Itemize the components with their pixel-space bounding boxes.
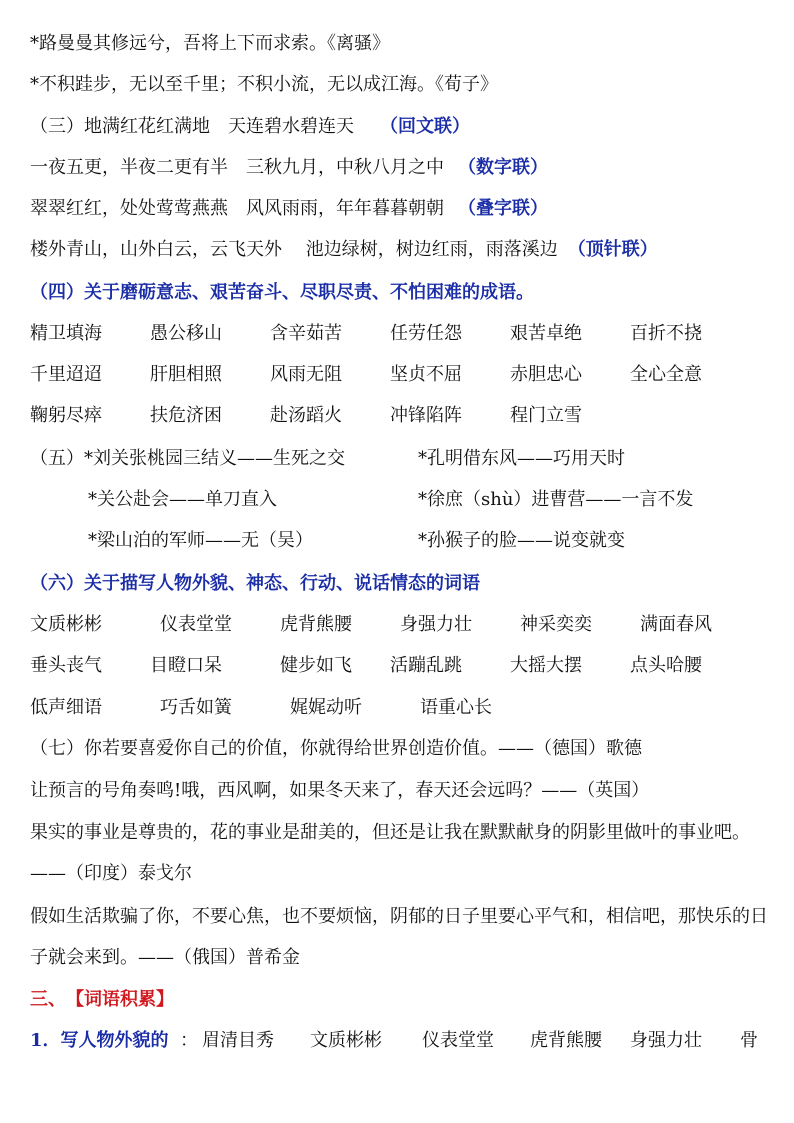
quote-goethe: （七）你若要喜爱你自己的价值，你就得给世界创造价值。——（德国）歌德 <box>30 738 642 759</box>
word: 仪表堂堂 <box>160 614 232 635</box>
idiom: 坚贞不屈 <box>390 364 462 385</box>
couplet-text: 楼外青山，山外白云，云飞天外 池边绿树，树边红雨，雨落溪边 <box>30 239 558 260</box>
word: 仪表堂堂 <box>422 1030 494 1051</box>
couplet-tag: （回文联） <box>380 116 470 137</box>
word: 点头哈腰 <box>630 655 702 676</box>
idiom: 赴汤蹈火 <box>270 405 342 426</box>
quote-xunzi: *不积跬步，无以至千里；不积小流，无以成江海。《荀子》 <box>30 74 498 95</box>
word: 眉清目秀 <box>202 1030 274 1051</box>
word: 文质彬彬 <box>310 1030 382 1051</box>
word: 虎背熊腰 <box>530 1030 602 1051</box>
idiom: 含辛茹苦 <box>270 323 342 344</box>
idiom: 千里迢迢 <box>30 364 102 385</box>
word: 巧舌如簧 <box>160 697 232 718</box>
part3-number: 三、 <box>30 989 66 1010</box>
couplet-chain <box>30 238 768 262</box>
part3-heading <box>30 988 768 1012</box>
xiehouyu: *关公赴会——单刀直入 <box>88 489 277 510</box>
word: 健步如飞 <box>280 655 352 676</box>
idiom: 程门立雪 <box>510 405 582 426</box>
word: 骨 <box>740 1030 758 1051</box>
idiom: 肝胆相照 <box>150 364 222 385</box>
item1-label: 1．写人物外貌的 <box>30 1030 169 1051</box>
xiehouyu: *徐庶（shù）进曹营——一言不发 <box>418 489 694 510</box>
quote-shelley: 让预言的号角奏鸣!哦，西风啊，如果冬天来了，春天还会远吗？——（英国） <box>30 780 650 801</box>
idiom: 全心全意 <box>630 364 702 385</box>
couplet-tag: （数字联） <box>458 157 548 178</box>
word: 身强力壮 <box>630 1030 702 1051</box>
idiom: 鞠躬尽瘁 <box>30 405 102 426</box>
idiom: 冲锋陷阵 <box>390 405 462 426</box>
idiom: 百折不挠 <box>630 323 702 344</box>
xiehouyu: *梁山泊的军师——无（吴） <box>88 530 313 551</box>
idiom: 艰苦卓绝 <box>510 323 582 344</box>
word: 身强力壮 <box>400 614 472 635</box>
couplet-palindrome <box>30 115 768 139</box>
couplet-text: 一夜五更，半夜二更有半 三秋九月，中秋八月之中 <box>30 157 444 178</box>
idiom: 任劳任怨 <box>390 323 462 344</box>
quote-pushkin: 假如生活欺骗了你，不要心焦，也不要烦恼，阴郁的日子里要心平气和，相信吧，那快乐的日子就会来到。——（俄国）普希金 <box>30 906 768 968</box>
section4-heading: （四）关于磨砺意志、艰苦奋斗、尽职尽责、不怕困难的成语。 <box>30 282 534 303</box>
xiehouyu: （五）*刘关张桃园三结义——生死之交 <box>30 448 345 469</box>
word: 娓娓动听 <box>290 697 362 718</box>
word: 神采奕奕 <box>520 614 592 635</box>
idiom: 扶危济困 <box>150 405 222 426</box>
word: 大摇大摆 <box>510 655 582 676</box>
word: 垂头丧气 <box>30 655 102 676</box>
couplet-tag: （叠字联） <box>458 198 548 219</box>
couplet-reduplicated <box>30 197 768 221</box>
word: 目瞪口呆 <box>150 655 222 676</box>
part3-title: 【词语积累】 <box>66 989 174 1010</box>
word: 满面春风 <box>640 614 712 635</box>
idiom: 精卫填海 <box>30 323 102 344</box>
xiehouyu: *孔明借东风——巧用天时 <box>418 448 625 469</box>
item1-colon: ： <box>180 1030 198 1051</box>
word: 活蹦乱跳 <box>390 655 462 676</box>
xiehouyu: *孙猴子的脸——说变就变 <box>418 530 625 551</box>
couplet-text: （三）地满红花红满地 天连碧水碧连天 <box>30 116 354 137</box>
couplet-text: 翠翠红红，处处莺莺燕燕 风风雨雨，年年暮暮朝朝 <box>30 198 444 219</box>
word: 虎背熊腰 <box>280 614 352 635</box>
couplet-number <box>30 156 768 180</box>
word: 语重心长 <box>420 697 492 718</box>
couplet-tag: （顶针联） <box>567 239 658 260</box>
word: 低声细语 <box>30 697 102 718</box>
word: 文质彬彬 <box>30 614 102 635</box>
quote-lisao: *路曼曼其修远兮，吾将上下而求索。《离骚》 <box>30 33 390 54</box>
quote-tagore: 果实的事业是尊贵的，花的事业是甜美的，但还是让我在默默献身的阴影里做叶的事业吧。——（印度）泰戈尔 <box>30 822 750 884</box>
idiom: 愚公移山 <box>150 323 222 344</box>
idiom: 赤胆忠心 <box>510 364 582 385</box>
idiom: 风雨无阻 <box>270 364 342 385</box>
section6-heading: （六）关于描写人物外貌、神态、行动、说话情态的词语 <box>30 573 480 594</box>
